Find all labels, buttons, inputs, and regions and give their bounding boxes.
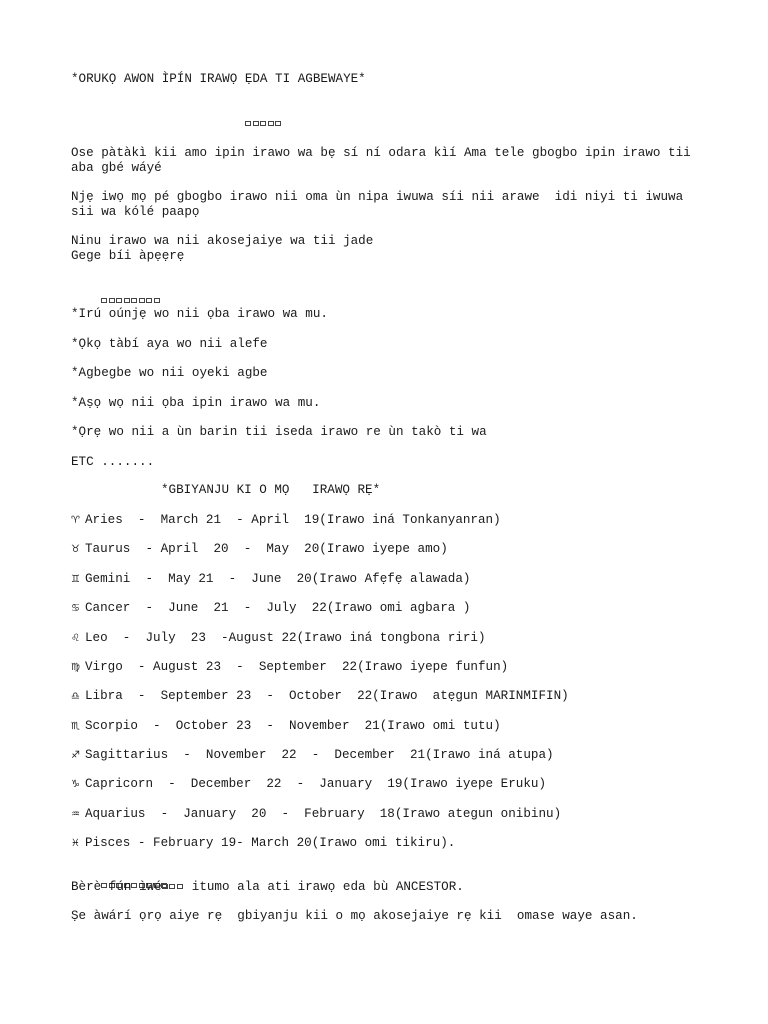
taurus-icon: ♉ [71,544,80,555]
cancer-icon: ♋ [71,603,80,614]
emoji-placeholder-row [215,102,283,147]
zodiac-row-text: Aquarius - January 20 - February 18(Irawo ategun onibinu) [85,807,562,821]
outro-text: itumo ala ati irawọ eda bù ANCESTOR. [184,880,464,894]
intro-line: Ose pàtàkì kii amo ipin irawo wa bẹ sí ní odara kìí Ama tele gbogbo ipin irawo tii [71,146,691,160]
zodiac-row-text: Leo - July 23 -August 22(Irawo iná tongbona riri) [85,631,486,645]
zodiac-row-text: Gemini - May 21 - June 20(Irawo Afẹfẹ alawada) [85,572,471,586]
leo-icon: ♌ [71,633,80,644]
intro-line: aba gbé wáyé [71,161,162,175]
zodiac-row-text: Taurus - April 20 - May 20(Irawo iyepe amo) [85,542,448,556]
bullet-line: *Irú oúnjẹ wo nii ọba irawo wa mu. [71,307,328,321]
zodiac-row [71,719,501,734]
zodiac-row [71,542,448,557]
zodiac-row [71,631,486,646]
zodiac-row [71,777,546,792]
document-title: *ORUKỌ AWON ÌPÍN IRAWỌ ẸDA TI AGBEWAYE* [71,72,366,86]
bullet-line: *Agbegbe wo nii oyeki agbe [71,366,268,380]
zodiac-row-text: Sagittarius - November 22 - December 21(Irawo iná atupa) [85,748,554,762]
bullet-line: *Ọkọ tàbí aya wo nii alefe [71,337,268,351]
closing-line: Ṣe àwárí ọrọ aiye rẹ gbiyanju kii o mọ akosejaiye rẹ kii omase waye asan. [71,909,638,923]
libra-icon: ♎ [71,691,80,702]
intro-line: Ninu irawo wa nii akosejaiye wa tii jade [71,234,374,248]
zodiac-row-text: Pisces - February 19- March 20(Irawo omi tikiru). [85,836,456,850]
etc-line: ETC ....... [71,455,155,469]
zodiac-row-text: Cancer - June 21 - July 22(Irawo omi agbara ) [85,601,471,615]
zodiac-row-text: Capricorn - December 22 - January 19(Irawo iyepe Eruku) [85,777,547,791]
section-heading: *GBIYANJU KI O MỌ IRAWỌ RẸ* [161,483,381,497]
aries-icon: ♈ [71,515,80,526]
intro-line: Njẹ iwọ mọ pé gbogbo irawo nii oma ùn nipa iwuwa síi nii arawe idi niyi ti iwuwa [71,190,684,204]
zodiac-row [71,572,470,587]
aquarius-icon: ♒ [71,809,80,820]
scorpio-icon: ♏ [71,721,80,732]
gemini-icon: ♊ [71,574,80,585]
zodiac-row [71,689,569,704]
zodiac-row [71,836,455,851]
zodiac-row-text: Aries - March 21 - April 19(Irawo iná Tonkanyanran) [85,513,501,527]
intro-line: sii wa kólé paapọ [71,205,200,219]
bullet-line: *Ọrẹ wo nii a ùn barin tii iseda irawo re ùn takò ti wa [71,425,487,439]
zodiac-row [71,807,561,822]
zodiac-row [71,660,508,675]
outro-line [71,880,464,895]
zodiac-row-text: Scorpio - October 23 - November 21(Irawo omi tutu) [85,719,501,733]
sagittarius-icon: ♐ [71,750,80,761]
zodiac-row-text: Virgo - August 23 - September 22(Irawo iyepe funfun) [85,660,509,674]
intro-line: Gege bíi àpẹẹrẹ [71,249,185,263]
pisces-icon: ♓ [71,838,80,849]
virgo-icon: ♍ [71,662,80,673]
zodiac-row [71,513,501,528]
zodiac-row [71,601,470,616]
bullet-line: *Aṣọ wọ nii ọba ipin irawo wa mu. [71,396,321,410]
outro-text: Bèrè fún ìwé [71,880,162,894]
zodiac-row [71,748,554,763]
capricorn-icon: ♑ [71,779,80,790]
zodiac-row-text: Libra - September 23 - October 22(Irawo atẹgun MARINMIFIN) [85,689,569,703]
